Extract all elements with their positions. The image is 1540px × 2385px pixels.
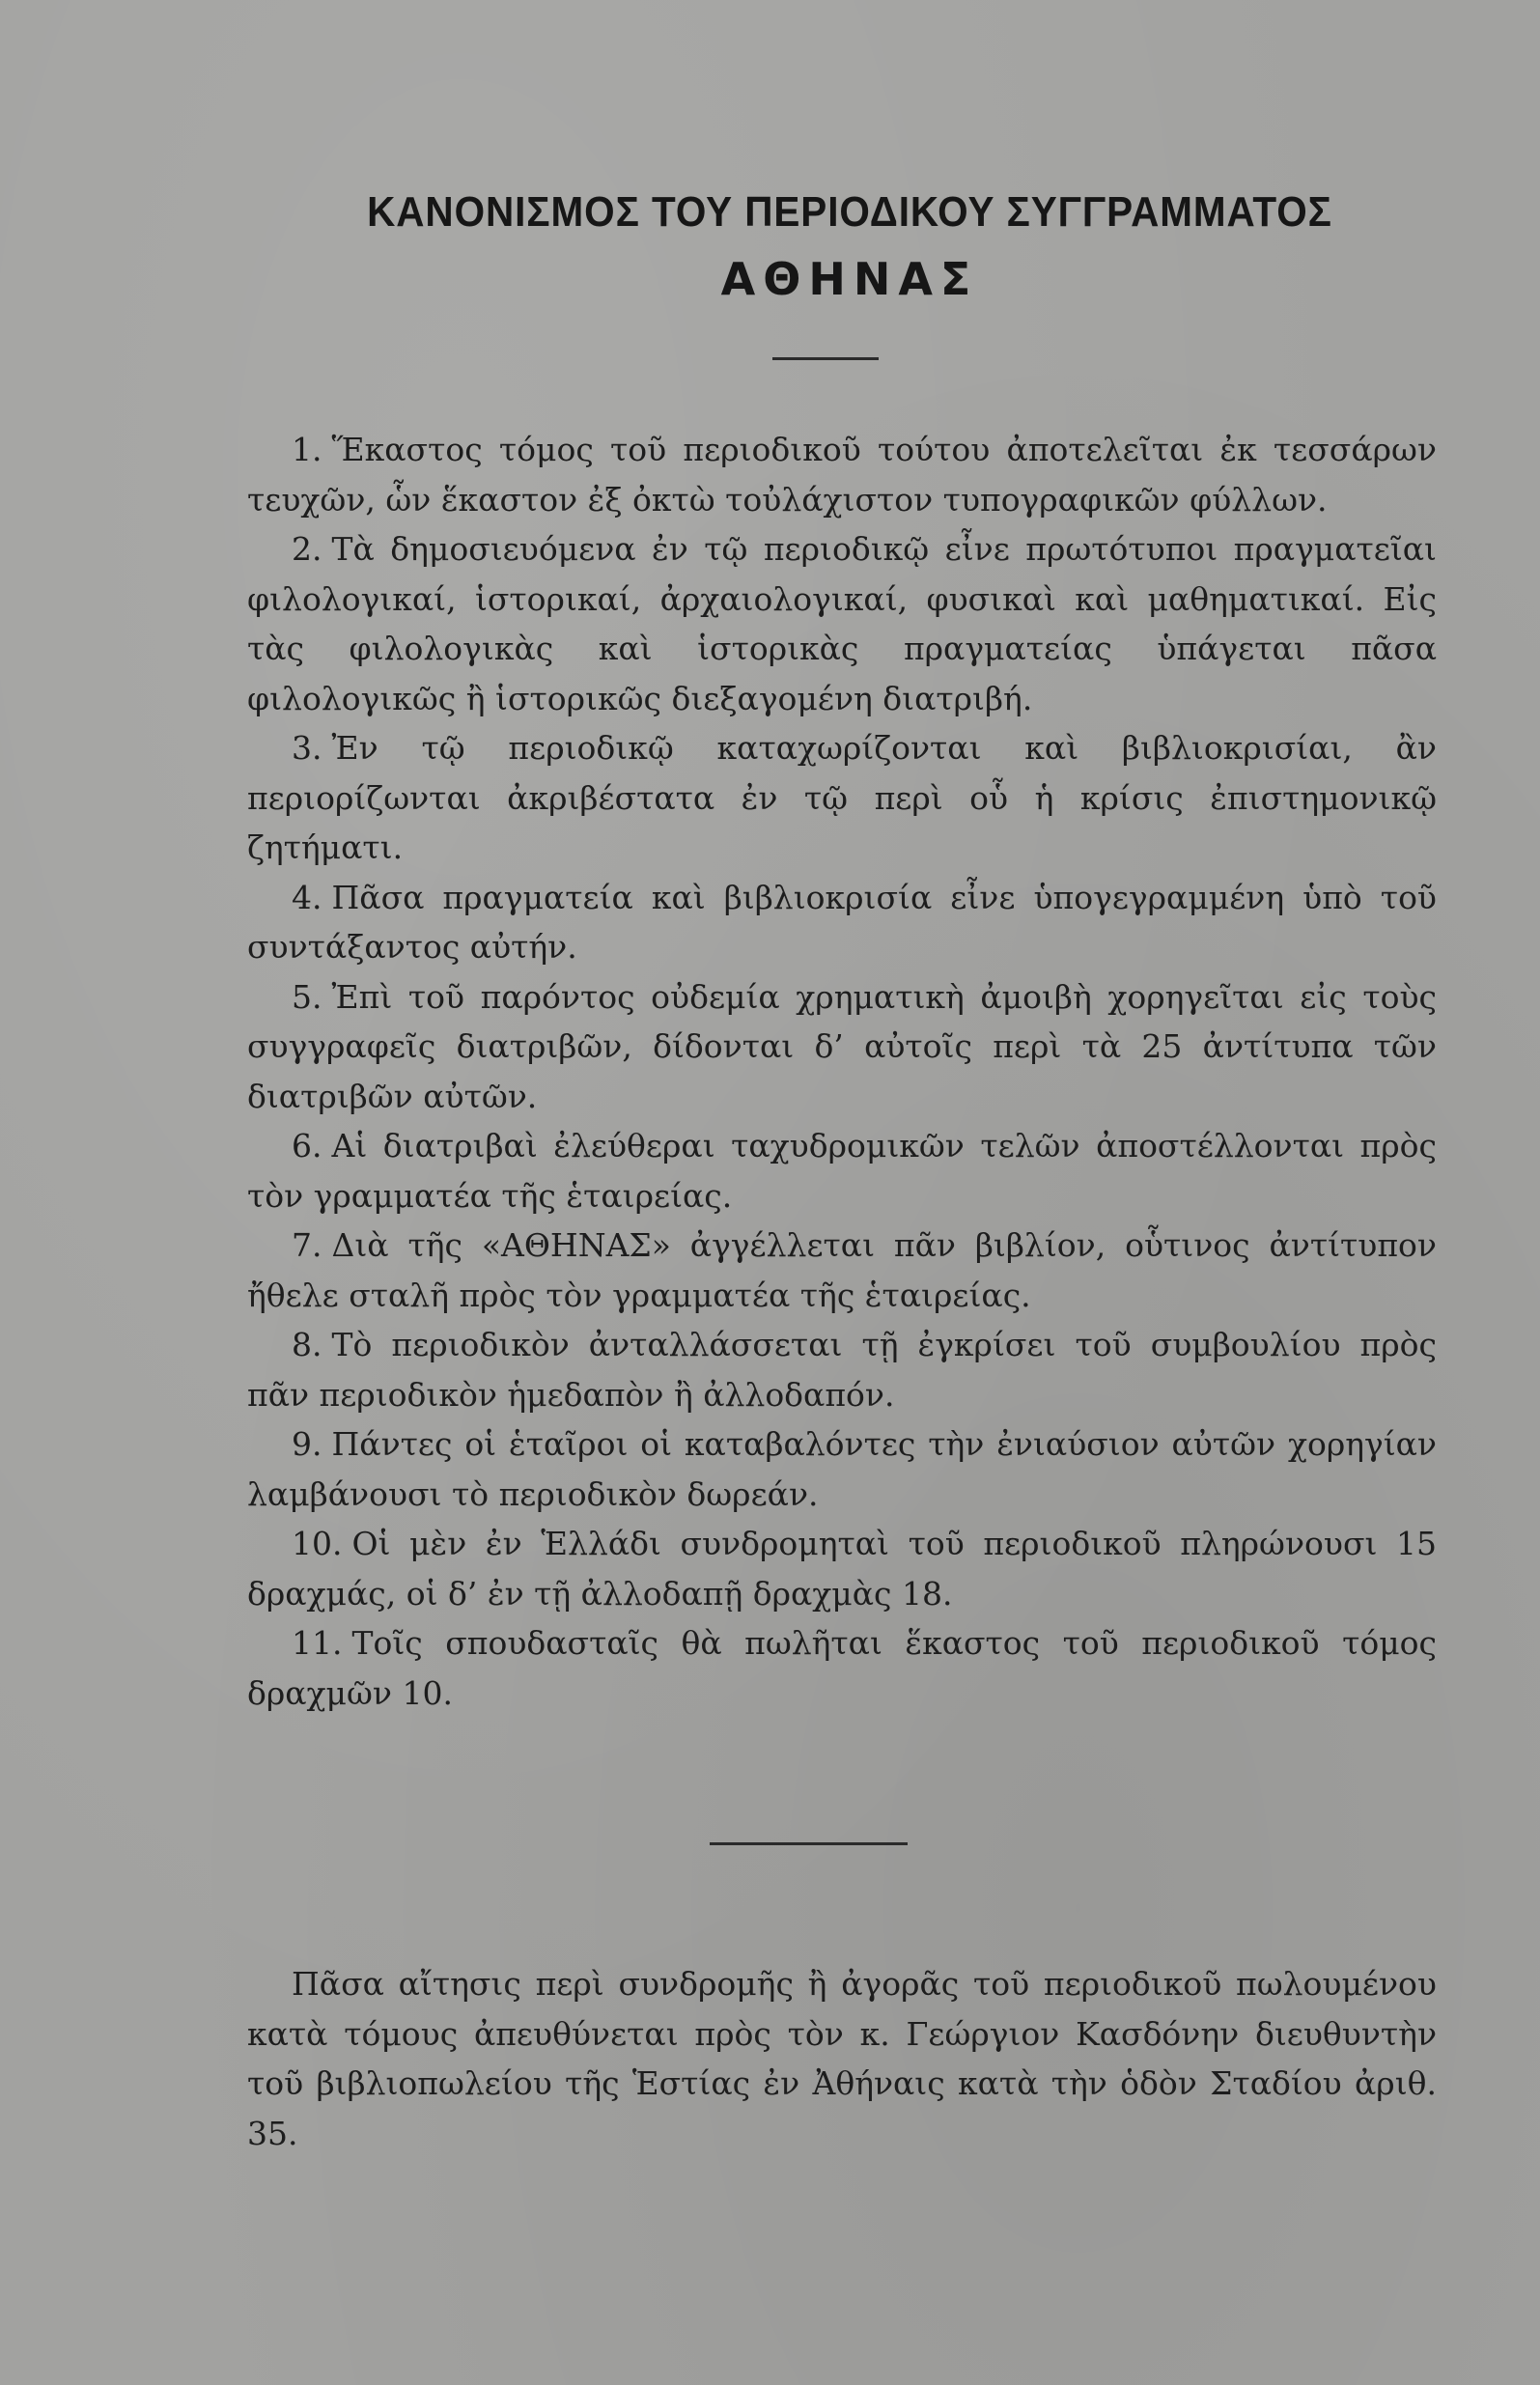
rule-text: Οἱ μὲν ἐν Ἑλλάδι συνδρομηταὶ τοῦ περιοδικοῦ πληρώνουσι 15 δραχμάς, οἱ δ’ ἐν τῇ ἀλλοδαπῇ δραχμὰς 18.: [247, 1525, 1437, 1613]
rule-text: Πᾶσα πραγματεία καὶ βιβλιοκρισία εἶνε ὑπογεγραμμένη ὑπὸ τοῦ συντάξαντος αὐτήν.: [247, 878, 1437, 966]
rule-2: [247, 524, 1437, 723]
rule-text: Τὸ περιοδικὸν ἀνταλλάσσεται τῇ ἐγκρίσει τοῦ συμβουλίου πρὸς πᾶν περιοδικὸν ἡμεδαπὸν ἢ ἀλλοδαπόν.: [247, 1326, 1437, 1414]
rule-number: 5.: [292, 977, 322, 1016]
document-title: ΚΑΝΟΝΙΣΜΟΣ ΤΟΥ ΠΕΡΙΟΔΙΚΟΥ ΣΥΓΓΡΑΜΜΑΤΟΣ: [367, 188, 1332, 236]
rule-text: Αἱ διατριβαὶ ἐλεύθεραι ταχυδρομικῶν τελῶν ἀποστέλλονται πρὸς τὸν γραμματέα τῆς ἑταιρείας.: [247, 1127, 1437, 1215]
rule-text: Τοῖς σπουδασταῖς θὰ πωλῆται ἕκαστος τοῦ περιοδικοῦ τόμος δραχμῶν 10.: [247, 1624, 1437, 1712]
title-divider: [772, 357, 879, 360]
rule-7: [247, 1221, 1437, 1320]
document-subtitle: ΑΘΗΝΑΣ: [720, 253, 979, 305]
rule-1: [247, 425, 1437, 524]
rule-number: 8.: [292, 1326, 322, 1363]
rule-8: [247, 1320, 1437, 1419]
rule-text: Ἐν τῷ περιοδικῷ καταχωρίζονται καὶ βιβλιοκρισίαι, ἂν περιορίζωνται ἀκριβέστατα ἐν τῷ περὶ οὗ ἡ κρίσις ἐπιστημονικῷ ζητήματι.: [247, 729, 1437, 866]
rule-10: [247, 1519, 1437, 1618]
rule-number: 7.: [292, 1226, 322, 1264]
rule-number: 3.: [292, 729, 322, 767]
rule-text: Τὰ δημοσιευόμενα ἐν τῷ περιοδικῷ εἶνε πρωτότυποι πραγματεῖαι φιλολογικαί, ἱστορικαί, ἀρχαιολογικαί, φυσικαὶ καὶ μαθηματικαί. Εἰς τὰς φιλολογικὰς καὶ ἱστορικὰς πραγματείας ὑπάγεται πᾶσα φιλολογικῶς ἢ ἱστορικῶς διεξαγομένη διατριβή.: [247, 530, 1437, 717]
rule-text: Ἕκαστος τόμος τοῦ περιοδικοῦ τούτου ἀποτελεῖται ἐκ τεσσάρων τευχῶν, ὧν ἕκαστον ἐξ ὀκτὼ τοὐλάχιστον τυπογραφικῶν φύλλων.: [247, 431, 1437, 519]
rule-number: 9.: [292, 1425, 322, 1463]
rule-number: 2.: [292, 530, 322, 568]
subscription-note: Πᾶσα αἴτησις περὶ συνδρομῆς ἢ ἀγορᾶς τοῦ περιοδικοῦ πωλουμένου κατὰ τόμους ἀπευθύνεται πρὸς τὸν κ. Γεώργιον Κασδόνην διευθυντὴν τοῦ βιβλιοπωλείου τῆς Ἑστίας ἐν Ἀθήναις κατὰ τὴν ὁδὸν Σταδίου ἀριθ. 35.: [247, 1965, 1437, 2152]
rule-6: [247, 1121, 1437, 1221]
section-divider: [710, 1842, 908, 1845]
rule-5: [247, 972, 1437, 1122]
rules-list: [247, 425, 1437, 1718]
rule-number: 10.: [292, 1525, 343, 1562]
rule-number: 11.: [292, 1624, 343, 1662]
rule-number: 4.: [292, 878, 322, 916]
rule-9: [247, 1419, 1437, 1519]
rule-text: Πάντες οἱ ἑταῖροι οἱ καταβαλόντες τὴν ἐνιαύσιον αὐτῶν χορηγίαν λαμβάνουσι τὸ περιοδικὸν δωρεάν.: [247, 1425, 1437, 1513]
rule-number: 6.: [292, 1127, 322, 1164]
rule-number: 1.: [292, 431, 322, 468]
rule-4: [247, 873, 1437, 972]
rule-text: Διὰ τῆς «ΑΘΗΝΑΣ» ἀγγέλλεται πᾶν βιβλίον, οὗτινος ἀντίτυπον ἤθελε σταλῆ πρὸς τὸν γραμματέα τῆς ἑταιρείας.: [247, 1226, 1437, 1314]
rule-11: [247, 1618, 1437, 1718]
rule-3: [247, 723, 1437, 873]
rule-text: Ἐπὶ τοῦ παρόντος οὐδεμία χρηματικὴ ἀμοιβὴ χορηγεῖται εἰς τοὺς συγγραφεῖς διατριβῶν, δίδονται δ’ αὐτοῖς περὶ τὰ 25 ἀντίτυπα τῶν διατριβῶν αὐτῶν.: [247, 977, 1437, 1115]
